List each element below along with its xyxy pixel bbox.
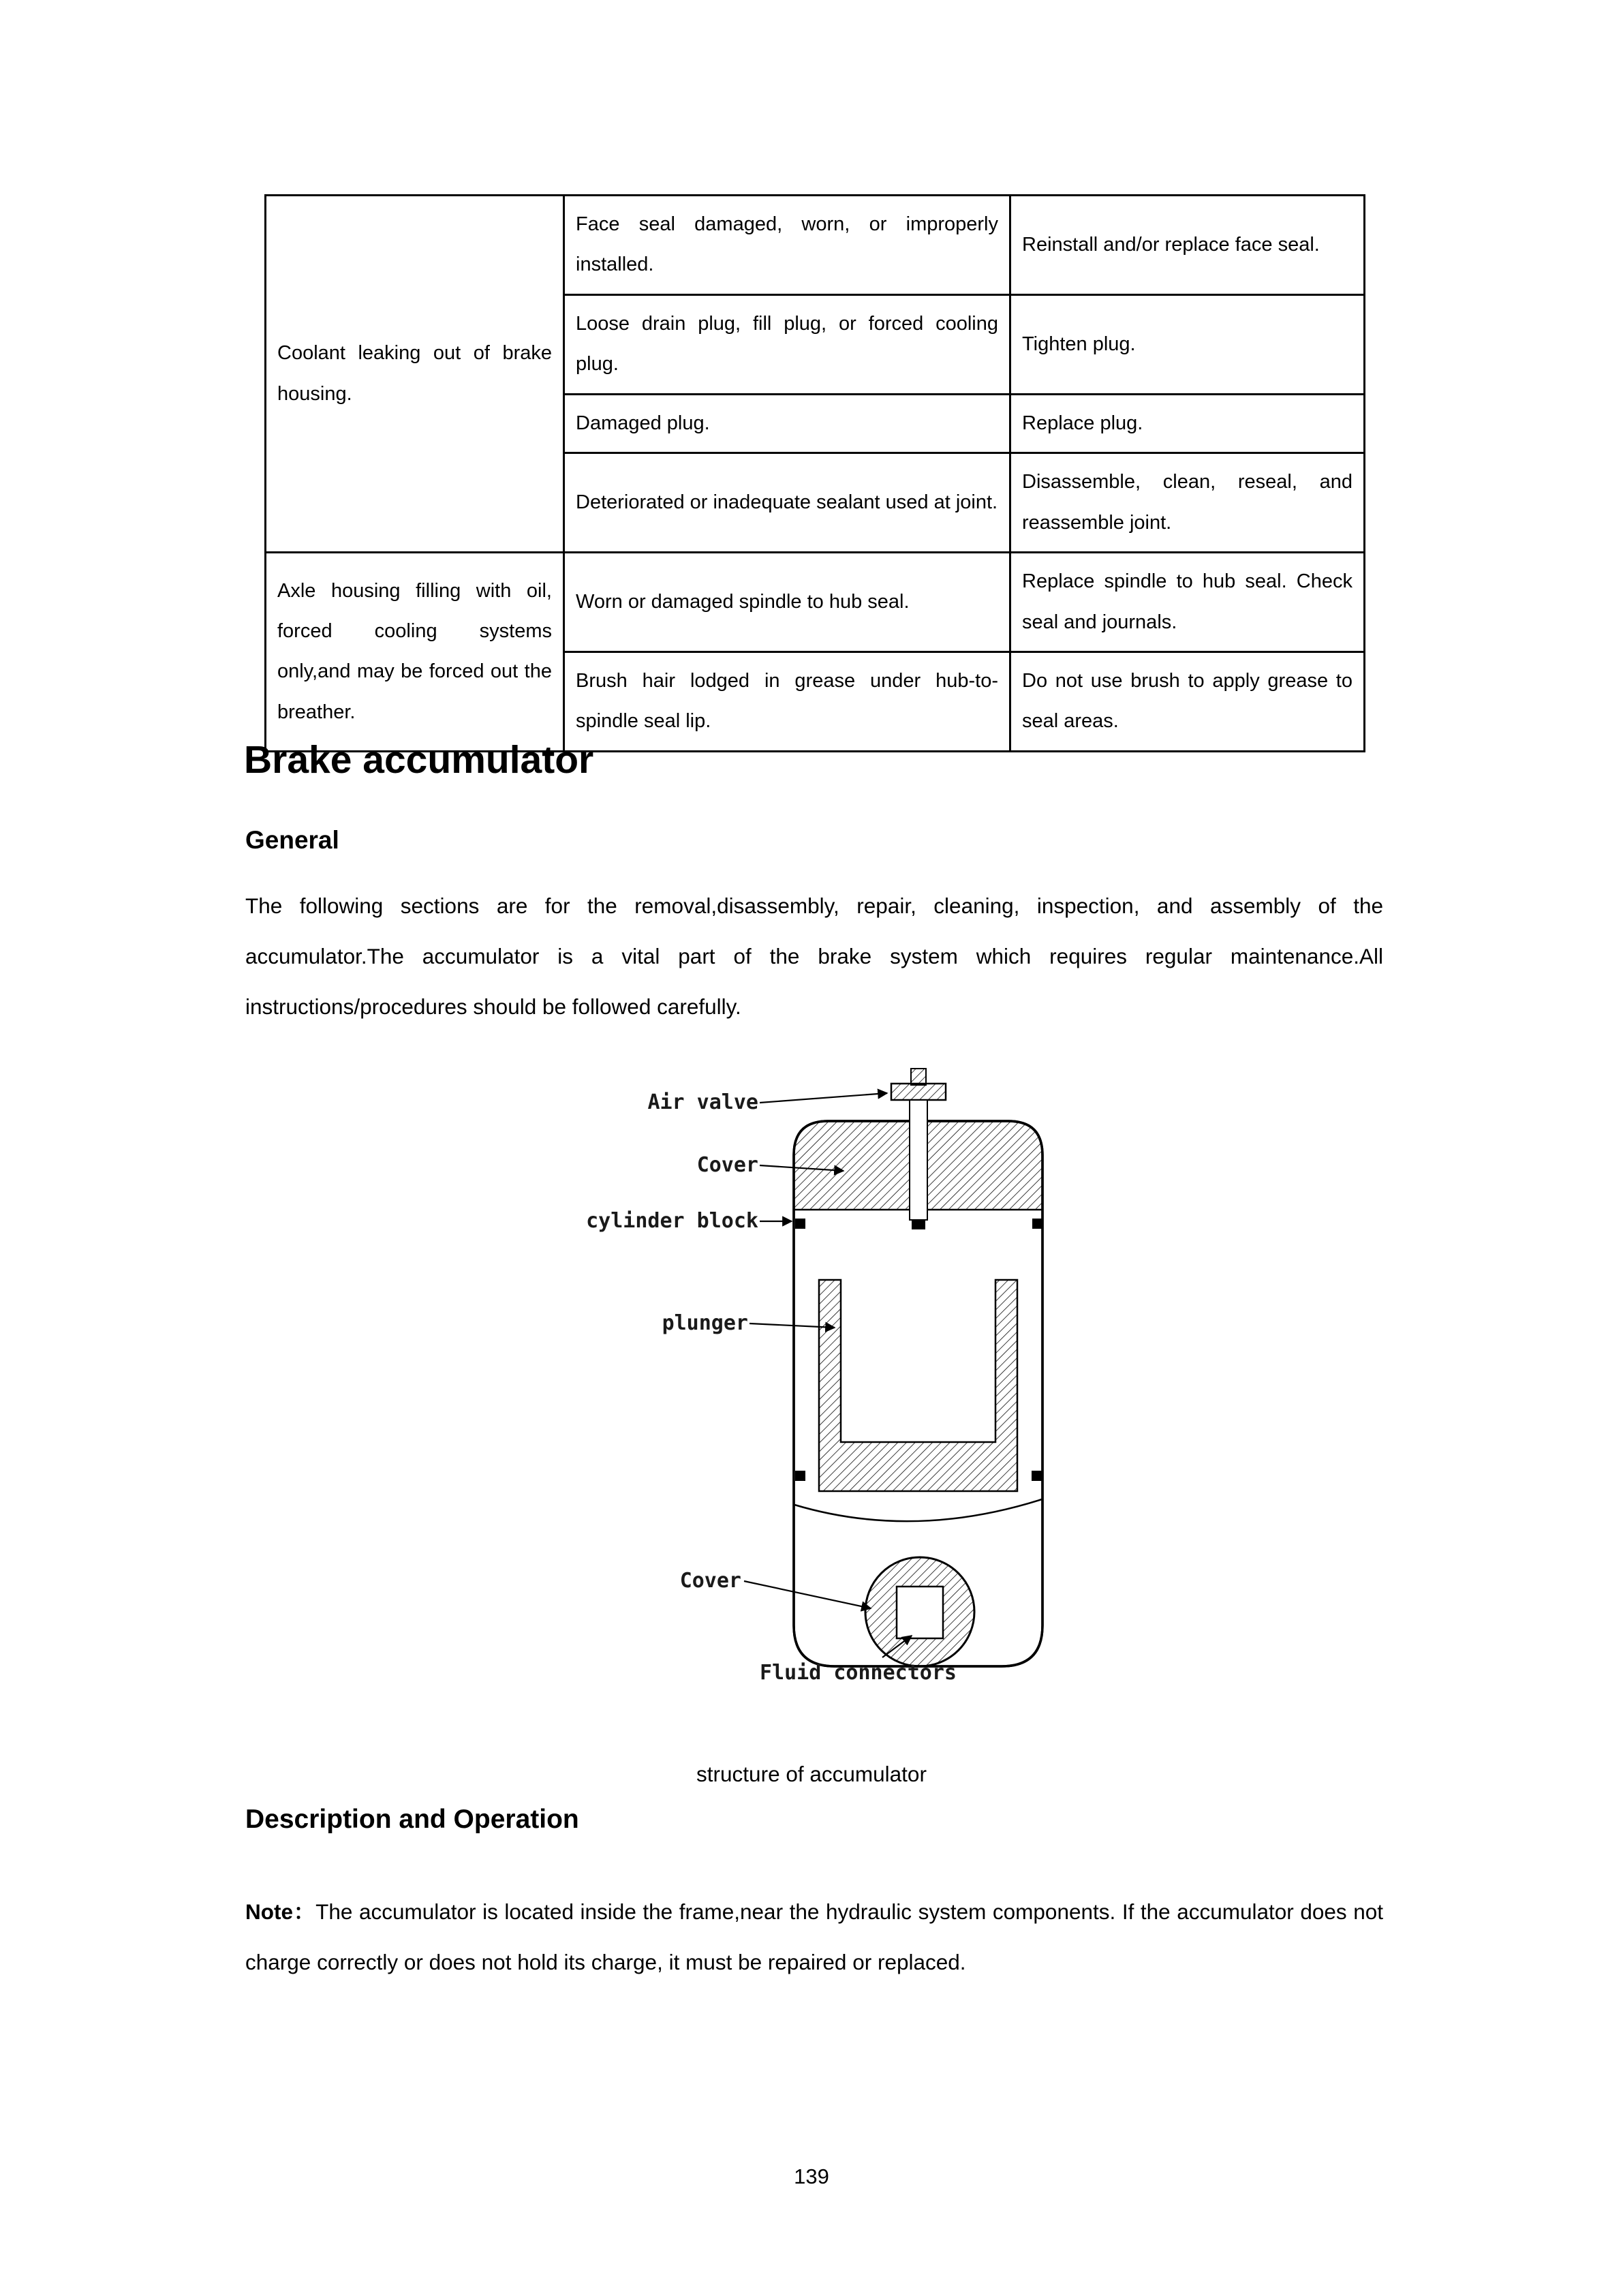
table-cell-remedy: Replace plug. [1010, 394, 1365, 453]
general-paragraph: The following sections are for the removal,disassembly, repair, cleaning, inspection, and assembly of the accumulator.The accumulator is a vital part of the brake system which requires regular maintenance.All instructions/procedures should be followed carefully. [245, 893, 1383, 1020]
note-paragraph [245, 1886, 1383, 1987]
section-title: Brake accumulator [244, 738, 594, 782]
table-cell-remedy: Do not use brush to apply grease to seal areas. [1010, 652, 1365, 751]
air-valve-label: Air valve [647, 1090, 758, 1114]
seal-part [1032, 1219, 1042, 1229]
note-text: The accumulator is located inside the frame,near the hydraulic system components. If the accumulator does not charge correctly or does not hold its charge, it must be repaired or replaced. [245, 1899, 1384, 1975]
troubleshooting-table [264, 194, 1365, 752]
note-label: Note： [245, 1899, 316, 1924]
plunger-label: plunger [662, 1311, 748, 1335]
table-cell-problem: Coolant leaking out of brake housing. [266, 196, 564, 553]
table-row [266, 196, 1365, 295]
bottom-cover-part [865, 1557, 974, 1666]
table-cell-cause: Face seal damaged, worn, or improperly installed. [564, 196, 1010, 295]
cover-top-label: Cover [696, 1153, 758, 1177]
general-subheading: General [245, 826, 339, 854]
table-cell-cause: Deteriorated or inadequate sealant used at joint. [564, 453, 1010, 553]
cover-bottom-label: Cover [679, 1569, 741, 1593]
description-subheading: Description and Operation [245, 1805, 579, 1834]
troubleshooting-table-wrap [264, 194, 1363, 752]
seal-part [1032, 1471, 1042, 1481]
table-row [266, 553, 1365, 652]
table-cell-remedy: Disassemble, clean, reseal, and reassemble joint. [1010, 453, 1365, 553]
cylinder-block-label: cylinder block [586, 1209, 758, 1233]
table-cell-cause: Loose drain plug, fill plug, or forced cooling plug. [564, 294, 1010, 394]
table-cell-remedy: Reinstall and/or replace face seal. [1010, 196, 1365, 295]
seal-part [795, 1219, 805, 1229]
table-cell-problem: Axle housing filling with oil, forced cooling systems only,and may be forced out the breather. [266, 553, 564, 752]
seal-part [795, 1471, 805, 1481]
fluid-connectors-label: Fluid connectors [760, 1661, 957, 1685]
figure-caption: structure of accumulator [696, 1762, 927, 1786]
table-cell-remedy: Tighten plug. [1010, 294, 1365, 394]
table-cell-cause: Damaged plug. [564, 394, 1010, 453]
table-cell-cause: Brush hair lodged in grease under hub-to-spindle seal lip. [564, 652, 1010, 751]
table-cell-remedy: Replace spindle to hub seal. Check seal and journals. [1010, 553, 1365, 652]
page-number: 139 [794, 2164, 829, 2188]
table-cell-cause: Worn or damaged spindle to hub seal. [564, 553, 1010, 652]
